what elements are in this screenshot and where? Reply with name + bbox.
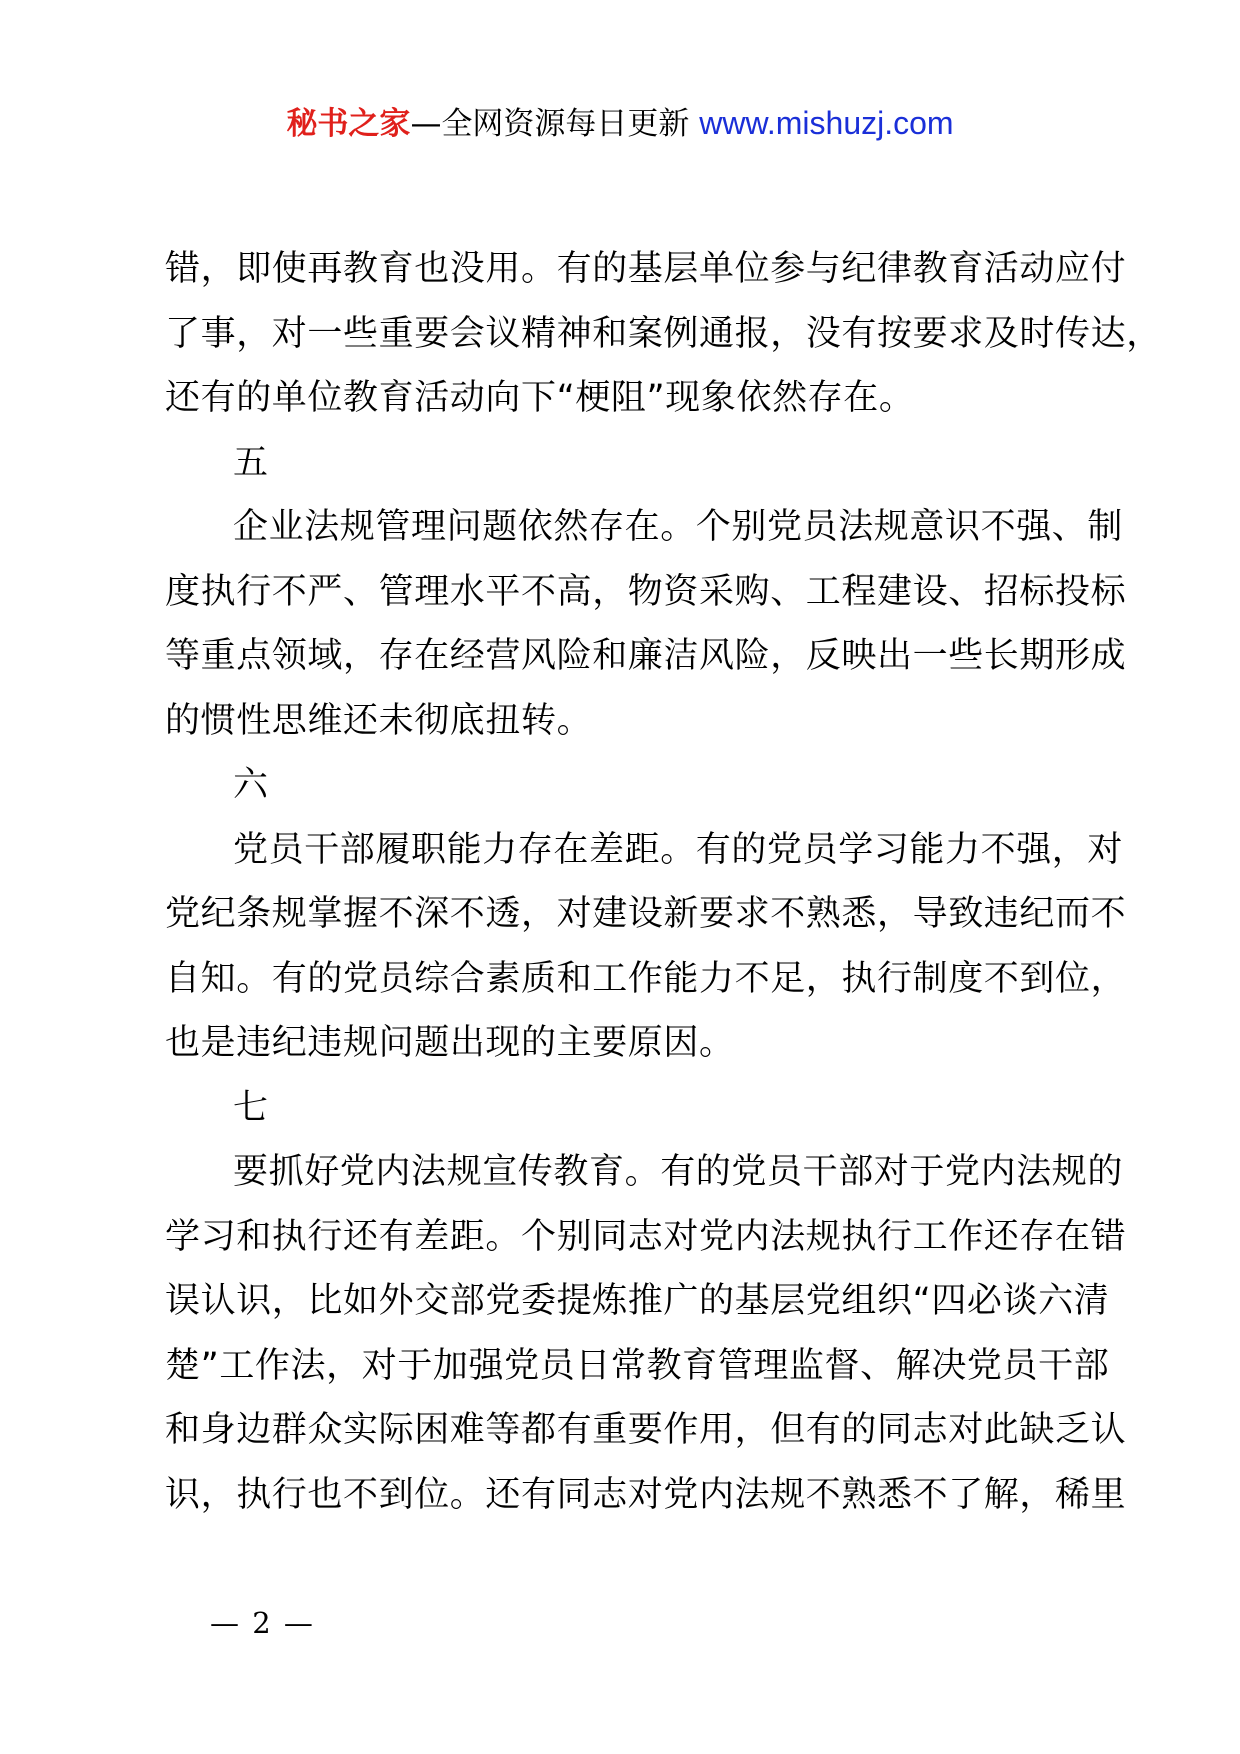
document-body	[165, 237, 1162, 1527]
body-line: 了事，对一些重要会议精神和案例通报，没有按要求及时传达，	[165, 313, 1162, 354]
body-line: 党员干部履职能力存在差距。有的党员学习能力不强，对	[233, 829, 1124, 870]
section-heading-five: 五	[233, 442, 269, 483]
brand-name: 秘书之家	[286, 106, 411, 142]
section-heading-seven: 七	[233, 1087, 269, 1128]
body-line: 楚”工作法，对于加强党员日常教育管理监督、解决党员干部	[165, 1345, 1110, 1386]
body-line: 度执行不严、管理水平不高，物资采购、工程建设、招标投标	[165, 571, 1127, 612]
body-line: 自知。有的党员综合素质和工作能力不足，执行制度不到位，	[165, 958, 1127, 999]
site-url-link[interactable]: www.mishuzj.com	[699, 105, 954, 141]
body-line: 也是违纪违规问题出现的主要原因。	[165, 1023, 735, 1063]
body-line: 企业法规管理问题依然存在。个别党员法规意识不强、制	[233, 507, 1124, 547]
body-line: 等重点领域，存在经营风险和廉洁风险，反映出一些长期形成	[165, 636, 1127, 676]
page-header	[0, 98, 1240, 149]
body-line: 和身边群众实际困难等都有重要作用，但有的同志对此缺乏认	[165, 1410, 1127, 1450]
body-line: 还有的单位教育活动向下“梗阻”现象依然存在。	[165, 378, 915, 418]
page-number: — 2 —	[210, 1606, 315, 1640]
body-line: 错，即使再教育也没用。有的基层单位参与纪律教育活动应付	[165, 249, 1127, 289]
body-line: 的惯性思维还未彻底扭转。	[165, 700, 593, 741]
body-line: 党纪条规掌握不深不透，对建设新要求不熟悉，导致违纪而不	[165, 894, 1127, 934]
body-line: 识，执行也不到位。还有同志对党内法规不熟悉不了解，稀里	[165, 1474, 1127, 1515]
body-line: 学习和执行还有差距。个别同志对党内法规执行工作还存在错	[165, 1216, 1127, 1257]
section-heading-six: 六	[233, 765, 269, 805]
body-line: 误认识，比如外交部党委提炼推广的基层党组织“四必谈六清	[165, 1281, 1110, 1321]
header-tagline: —全网资源每日更新	[410, 106, 690, 142]
body-line: 要抓好党内法规宣传教育。有的党员干部对于党内法规的	[233, 1152, 1124, 1192]
